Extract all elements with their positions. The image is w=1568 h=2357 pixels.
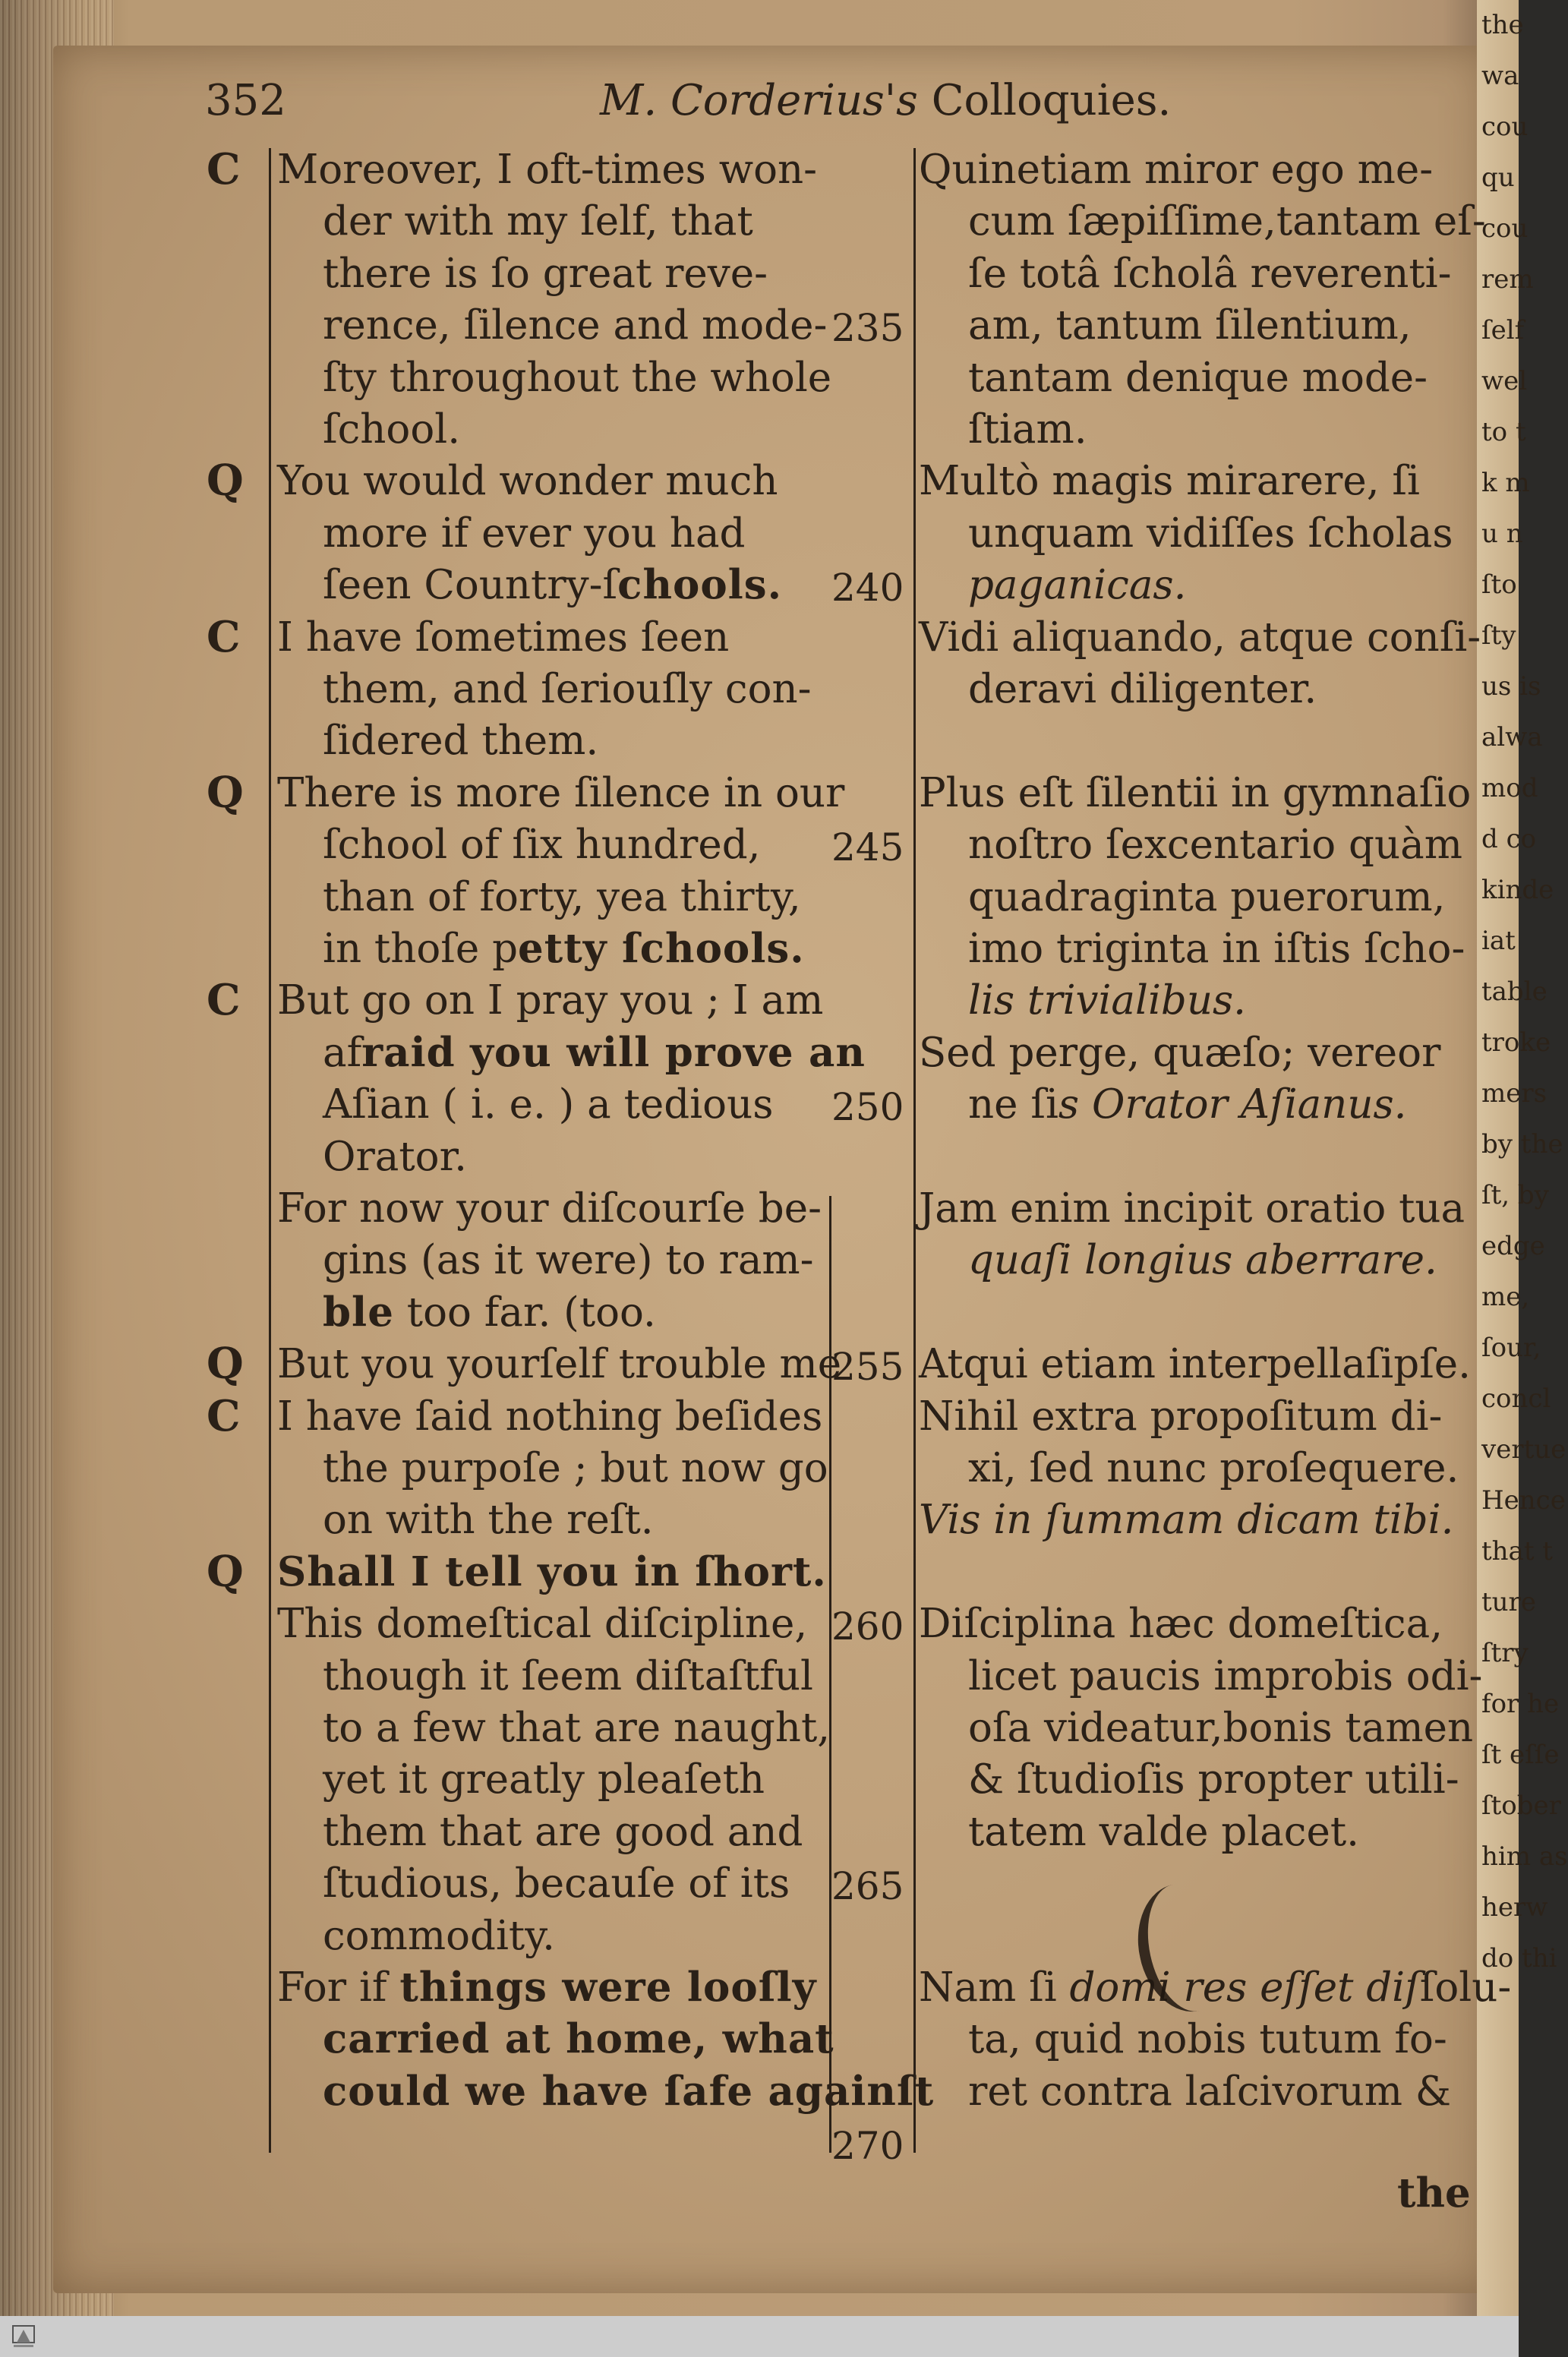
neighbor-page-fragment: mers bbox=[1481, 1078, 1547, 1109]
latin-line: lis trivialibus. bbox=[968, 977, 1247, 1024]
english-line: to a few that are naught, bbox=[323, 1705, 831, 1751]
neighbor-page-fragment: kinde bbox=[1481, 875, 1554, 905]
latin-line: Vidi aliquando, atque conſi- bbox=[919, 614, 1481, 661]
running-title bbox=[600, 76, 1171, 125]
english-line: gins (as it were) to ram- bbox=[323, 1237, 814, 1284]
neighbor-page-fragment: ſtober bbox=[1481, 1791, 1561, 1821]
english-line: ſchool of ſix hundred, bbox=[323, 822, 761, 869]
neighbor-page-fragment: do thi bbox=[1481, 1943, 1557, 1974]
english-line: ſty throughout the whole bbox=[323, 354, 832, 401]
english-line: them that are good and bbox=[323, 1808, 803, 1855]
english-line: could we have ſafe againſt bbox=[323, 2067, 935, 2115]
footer-bar bbox=[0, 2316, 1519, 2357]
line-number: 255 bbox=[831, 1345, 904, 1390]
neighbor-page-fragment: ſt eſſe bbox=[1481, 1740, 1560, 1770]
latin-line: Nihil extra propoſitum di- bbox=[919, 1393, 1443, 1440]
english-line: ſeen Country-ſchools. bbox=[323, 561, 783, 609]
latin-line: deravi diligenter. bbox=[968, 666, 1317, 712]
line-number: 240 bbox=[831, 566, 904, 611]
english-line: For if things were looſly bbox=[277, 1964, 817, 2011]
latin-line: tantam denique mode- bbox=[968, 354, 1428, 401]
latin-line: Jam enim incipit oratio tua bbox=[919, 1185, 1465, 1232]
neighbor-page-fragment: ture bbox=[1481, 1587, 1536, 1617]
neighbor-page-fragment: that t bbox=[1481, 1536, 1553, 1567]
english-line: them, and ſeriouſly con- bbox=[323, 666, 812, 712]
neighbor-page-fragment: the bbox=[1481, 10, 1524, 40]
neighbor-page-fragment: Hence bbox=[1481, 1485, 1566, 1516]
english-line: more if ever you had bbox=[323, 510, 746, 557]
latin-line: paganicas. bbox=[968, 562, 1187, 609]
neighbor-page-fragment: me, bbox=[1481, 1282, 1530, 1312]
latin-line: Multò magis mirarere, ſi bbox=[919, 458, 1420, 505]
neighbor-page-fragment: ſty bbox=[1481, 620, 1516, 651]
neighbor-page-fragment: ſour, bbox=[1481, 1333, 1541, 1363]
latin-line: Sed perge, quæſo; vereor bbox=[919, 1029, 1441, 1076]
neighbor-page-fragment: k m bbox=[1481, 468, 1530, 498]
neighbor-page-fragment: troke bbox=[1481, 1027, 1551, 1058]
line-number: 260 bbox=[831, 1604, 904, 1649]
latin-line: Atqui etiam interpellaſipſe. bbox=[919, 1341, 1472, 1388]
neighbor-page-fragment: edge bbox=[1481, 1231, 1545, 1261]
english-line: in thoſe petty ſchools. bbox=[323, 925, 805, 972]
neighbor-page-fragment: herw bbox=[1481, 1892, 1548, 1923]
latin-line: Quinetiam miror ego me- bbox=[919, 147, 1434, 193]
running-title-rest: Colloquies. bbox=[917, 76, 1172, 125]
speaker-marker: C bbox=[207, 144, 241, 194]
speaker-marker: C bbox=[207, 975, 241, 1026]
left-margin-rule bbox=[269, 148, 271, 2153]
speaker-marker: Q bbox=[207, 1546, 244, 1597]
running-title-author: M. Corderius's bbox=[600, 76, 918, 125]
latin-line: Diſciplina hæc domeſtica, bbox=[919, 1601, 1443, 1648]
speaker-marker: Q bbox=[207, 767, 244, 818]
english-line: But you yourſelf trouble me bbox=[277, 1341, 842, 1388]
english-line: ble too far. (too. bbox=[323, 1288, 656, 1336]
english-line: I have ſometimes ſeen bbox=[277, 614, 730, 661]
page-number: 352 bbox=[205, 76, 286, 125]
english-line: Shall I tell you in ſhort. bbox=[277, 1548, 827, 1595]
neighbor-page-fragment: ſtry bbox=[1481, 1638, 1529, 1668]
latin-line: licet paucis improbis odi- bbox=[968, 1652, 1483, 1699]
english-line: afraid you will prove an bbox=[323, 1028, 866, 1076]
neighbor-page-fragment: ſt, by bbox=[1481, 1180, 1549, 1210]
english-line: But go on I pray you ; I am bbox=[277, 977, 824, 1024]
latin-line: ne ſis Orator Aſianus. bbox=[968, 1081, 1407, 1128]
latin-line: & ſtudioſis propter utili- bbox=[968, 1756, 1459, 1803]
english-line: For now your diſcourſe be- bbox=[277, 1185, 822, 1232]
latin-line: tatem valde placet. bbox=[968, 1808, 1359, 1855]
latin-line: xi, ſed nunc proſequere. bbox=[968, 1445, 1459, 1491]
line-number: 235 bbox=[831, 306, 904, 351]
english-line: Moreover, I oft-times won- bbox=[277, 147, 818, 193]
latin-line: ſtiam. bbox=[968, 406, 1087, 453]
latin-line: cum ſæpiſſime,tantam eſ- bbox=[968, 198, 1486, 245]
latin-line: Plus eſt ſilentii in gymnaſio bbox=[919, 769, 1472, 816]
english-line: This domeſtical diſcipline, bbox=[277, 1601, 808, 1648]
english-line: rence, ſilence and mode- bbox=[323, 302, 828, 349]
neighbor-page-fragment: table bbox=[1481, 977, 1547, 1007]
neighbor-page-fragment: us is bbox=[1481, 671, 1541, 702]
latin-line: Vis in ſummam dicam tibi. bbox=[919, 1497, 1454, 1544]
english-line: commodity. bbox=[323, 1912, 555, 1959]
right-column-left-rule bbox=[913, 148, 916, 2153]
latin-line: ret contra laſcivorum & bbox=[968, 2068, 1452, 2115]
english-line: carried at home, what bbox=[323, 2015, 834, 2063]
latin-line: quaſi longius aberrare. bbox=[968, 1237, 1437, 1284]
latin-line: am, tantum ſilentium, bbox=[968, 302, 1412, 349]
english-line: Orator. bbox=[323, 1133, 467, 1180]
library-logo-icon bbox=[11, 2324, 36, 2349]
neighbor-page-fragment: concl bbox=[1481, 1384, 1551, 1414]
catchword: the bbox=[1397, 2169, 1471, 2217]
neighbor-page-fragment: cou bbox=[1481, 213, 1529, 244]
speaker-marker: Q bbox=[207, 456, 244, 506]
line-number: 265 bbox=[831, 1864, 904, 1909]
speaker-marker: C bbox=[207, 611, 241, 662]
neighbor-page-fragment: mod bbox=[1481, 773, 1538, 803]
latin-line: ta, quid nobis tutum fo- bbox=[968, 2016, 1447, 2063]
english-line: though it ſeem diſtaſtful bbox=[323, 1652, 813, 1699]
latin-line: noſtro ſexcentario quàm bbox=[968, 822, 1462, 869]
english-line: than of forty, yea thirty, bbox=[323, 873, 801, 920]
english-line: there is ſo great reve- bbox=[323, 250, 768, 297]
latin-line: imo triginta in iſtis ſcho- bbox=[968, 926, 1465, 972]
english-line: the purpoſe ; but now go bbox=[323, 1445, 828, 1491]
neighbor-page-fragment: cou bbox=[1481, 112, 1529, 142]
line-number: 250 bbox=[831, 1085, 904, 1130]
latin-line: Nam ſi domi res eſſet diſſolu- bbox=[919, 1964, 1512, 2011]
neighbor-page-fragment: ſto bbox=[1481, 570, 1517, 600]
latin-line: ſe totâ ſcholâ reverenti- bbox=[968, 250, 1452, 297]
english-line: yet it greatly pleaſeth bbox=[323, 1756, 765, 1803]
neighbor-page-fragment: qu bbox=[1481, 162, 1515, 193]
english-line: Aſian ( i. e. ) a tedious bbox=[323, 1081, 774, 1128]
neighbor-page-fragment: ſelf bbox=[1481, 315, 1525, 346]
neighbor-page-fragment: to t bbox=[1481, 417, 1526, 447]
latin-line: oſa videatur,bonis tamen bbox=[968, 1705, 1474, 1751]
neighbor-page-fragment: iat bbox=[1481, 926, 1516, 956]
neighbor-page-fragment: d co bbox=[1481, 824, 1537, 854]
speaker-marker: Q bbox=[207, 1339, 244, 1390]
line-number: 270 bbox=[831, 2124, 904, 2169]
latin-line: unquam vidiſſes ſcholas bbox=[968, 510, 1453, 557]
neighbor-page-fragment: rem bbox=[1481, 264, 1534, 295]
english-line: I have ſaid nothing beſides bbox=[277, 1393, 823, 1440]
latin-line: quadraginta puerorum, bbox=[968, 873, 1446, 920]
english-line: You would wonder much bbox=[277, 458, 778, 505]
neighbor-page-fragment: u n bbox=[1481, 519, 1523, 549]
line-number: 245 bbox=[831, 825, 904, 870]
neighbor-page-fragment: him as bbox=[1481, 1841, 1568, 1872]
neighbor-page-fragment: for he bbox=[1481, 1689, 1560, 1719]
neighbor-page-fragment: vertue bbox=[1481, 1434, 1566, 1465]
speaker-marker: C bbox=[207, 1390, 241, 1441]
english-line: ſchool. bbox=[323, 406, 461, 453]
english-line: ſidered them. bbox=[323, 718, 599, 765]
neighbor-page-fragment: by the bbox=[1481, 1129, 1563, 1160]
english-line: ſtudious, becauſe of its bbox=[323, 1860, 790, 1907]
english-line: der with my ſelf, that bbox=[323, 198, 753, 245]
neighbor-page-fragment: wel bbox=[1481, 366, 1528, 396]
neighbor-page-fragment: wa bbox=[1481, 61, 1519, 91]
english-line: There is more ſilence in our bbox=[277, 769, 845, 816]
english-line: on with the reſt. bbox=[323, 1497, 654, 1544]
neighbor-page-fragment: alwa bbox=[1481, 722, 1543, 753]
